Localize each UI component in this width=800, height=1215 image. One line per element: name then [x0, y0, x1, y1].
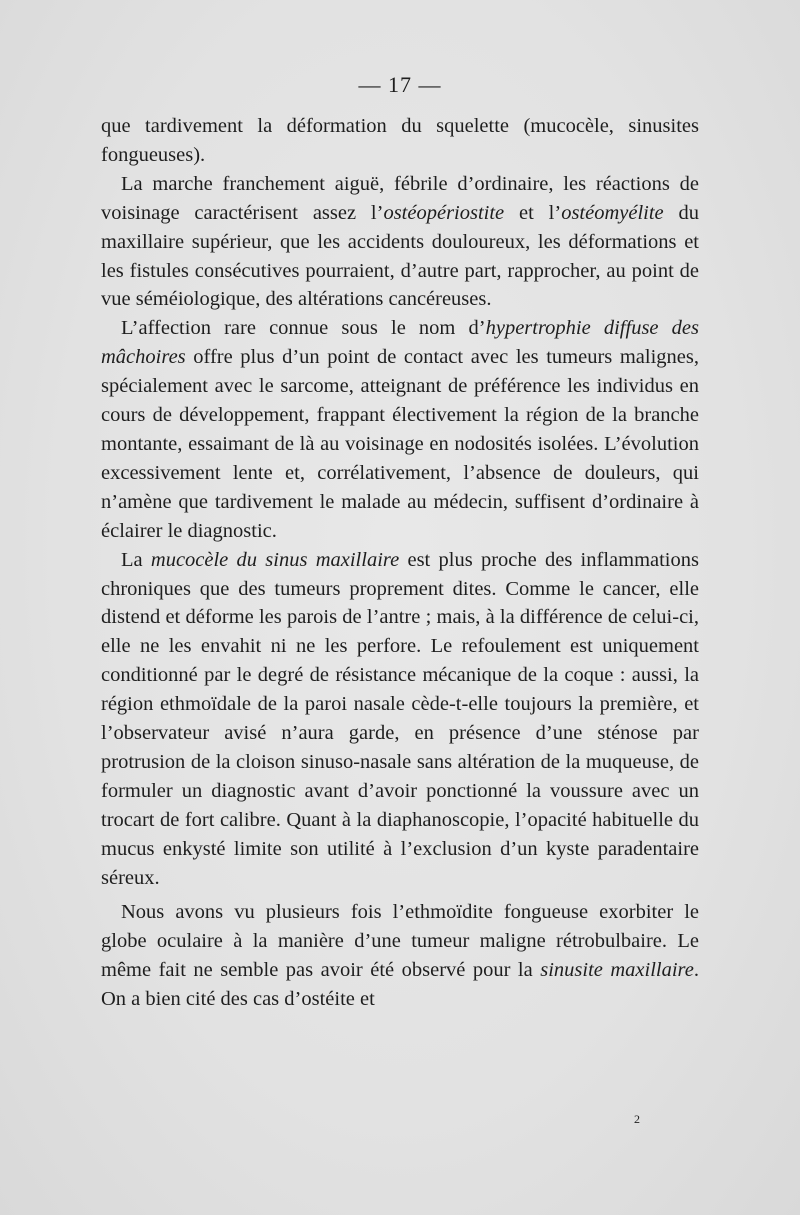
- text-run: et l’: [504, 201, 562, 224]
- italic-term: sinusite maxillaire: [540, 959, 694, 982]
- text-run: L’affection rare connue sous le nom d’: [121, 317, 486, 340]
- paragraph: [101, 170, 699, 315]
- paragraph: [101, 546, 699, 893]
- text-run: du maxillaire supérieur, que les accidents douloureux, les déformations et les fistules consécutives pourraient, d’autre part, rapprocher, au point de vue séméiologique, des altérations cancéreuses.: [101, 201, 700, 311]
- text-run: La: [121, 548, 151, 571]
- text-run: offre plus d’un point de contact avec les tumeurs malignes, spécialement avec le sarcome, atteignant de préférence les individus en cours de développement, frappant électivement la région de la branche montante, essaimant de là au voisinage en nodosités isolées. L’évolution excessivement lente et, corrélativement, l’absence de douleurs, qui n’amène que tardivement le malade au médecin, suffisent d’ordinaire à éclairer le diagnostic.: [101, 346, 699, 542]
- paragraph: [101, 314, 699, 545]
- signature-mark: 2: [634, 1112, 640, 1126]
- text-run: Nous avons vu plusieurs fois l’ethmoïdite fongueuse exorbiter le globe oculaire à la manière d’une tumeur maligne rétrobulbaire. Le même fait ne semble pas avoir été observé pour la: [101, 901, 699, 982]
- italic-term: hypertrophie diffuse des mâchoires: [101, 317, 699, 369]
- text-run: que tardivement la déformation du squelette (mucocèle, sinusites fongueuses).: [101, 115, 699, 166]
- body-text: [101, 112, 699, 1014]
- paragraph: [101, 112, 699, 170]
- text-run: est plus proche des inflammations chroniques que des tumeurs proprement dites. Comme le cancer, elle distend et déforme les parois de l’antre ; mais, à la différence de celui-ci, elle ne les envahit ni ne les perfore. Le refoulement est uniquement conditionné par le degré de résistance mécanique de la coque : aussi, la région ethmoïdale de la paroi nasale cède-t-elle toujours la première, et l’observateur avisé n’aura garde, en présence d’une sténose par protrusion de la cloison sinuso-nasale sans altération de la muqueuse, de formuler un diagnostic avant d’avoir ponctionné la voussure avec un trocart de fort calibre. Quant à la diaphanoscopie, l’opacité habituelle du mucus enkysté limite son utilité à l’exclusion d’un kyste paradentaire séreux.: [101, 548, 699, 889]
- paragraph: [101, 898, 699, 1014]
- italic-term: ostéomyélite: [561, 201, 664, 224]
- text-run: . On a bien cité des cas d’ostéite et: [101, 959, 699, 1011]
- italic-term: ostéopériostite: [383, 201, 505, 224]
- page-number: — 17 —: [358, 72, 442, 97]
- text-run: La marche franchement aiguë, fébrile d’ordinaire, les réactions de voisinage caractérisent assez l’: [101, 172, 699, 224]
- italic-term: mucocèle du sinus maxillaire: [150, 548, 400, 571]
